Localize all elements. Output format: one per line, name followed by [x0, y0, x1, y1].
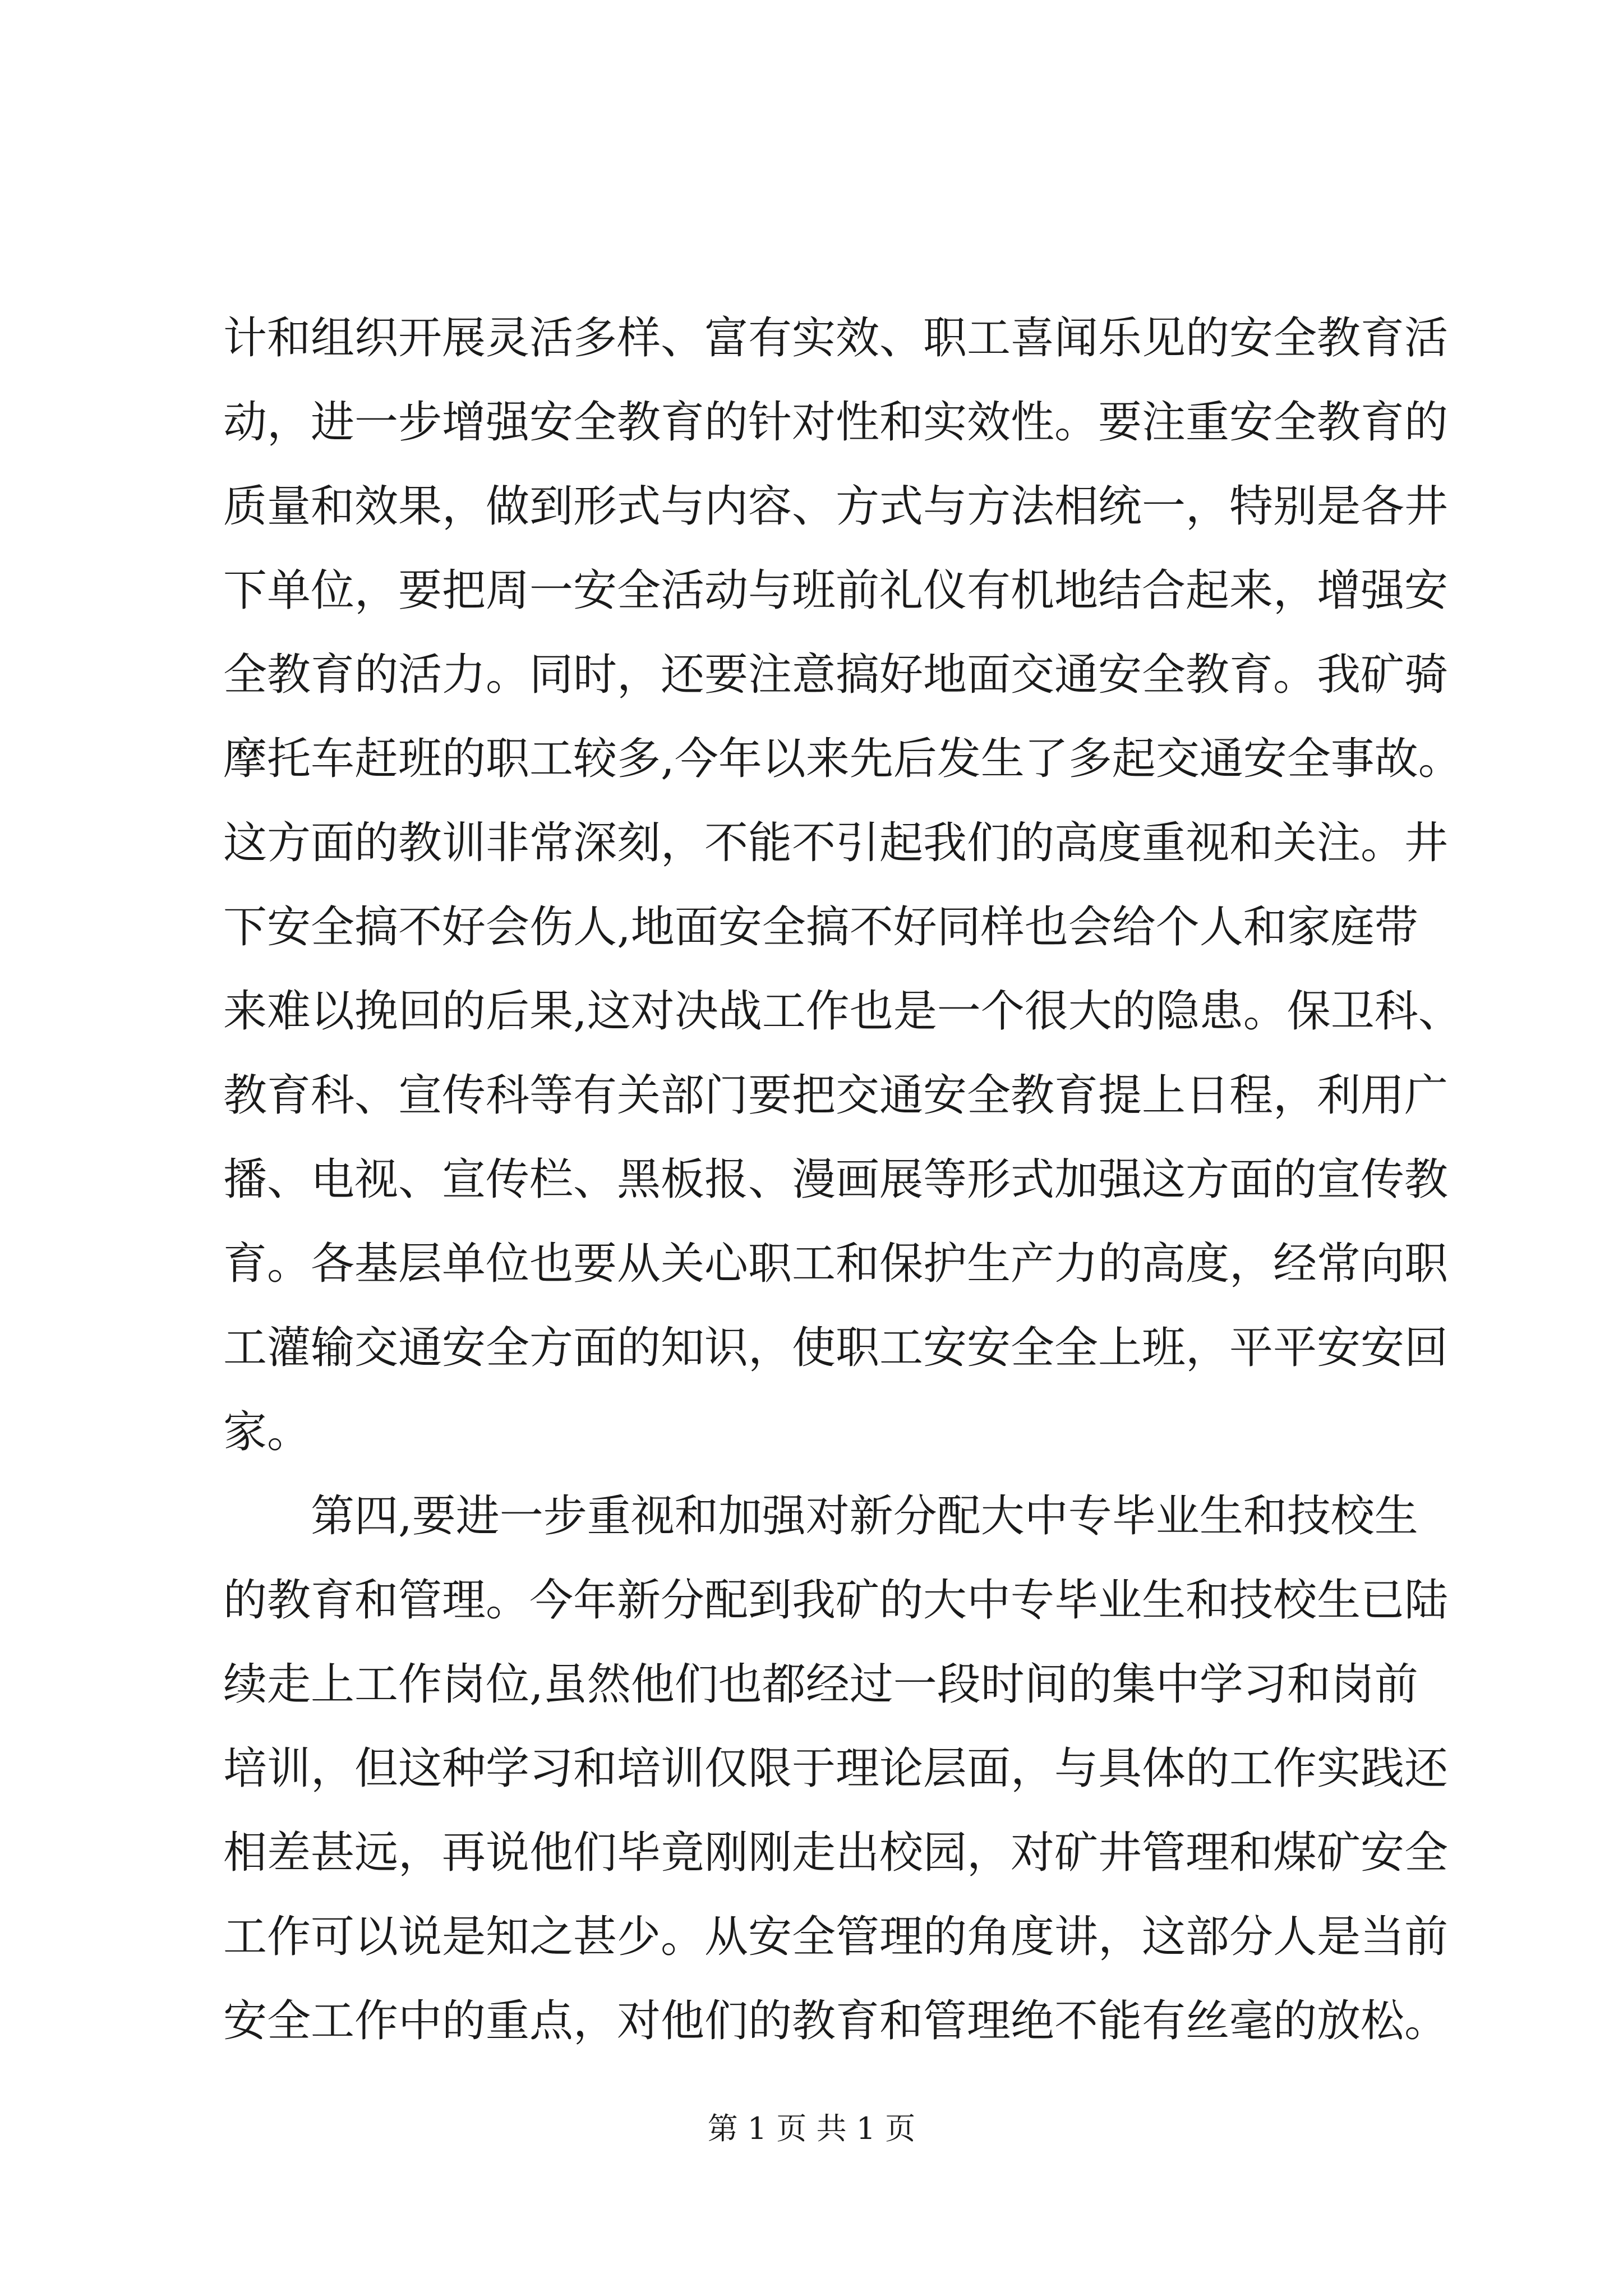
paragraph-2	[223, 1474, 1449, 2063]
text-line: 续走上工作岗位,虽然他们也都经过一段时间的集中学习和岗前	[223, 1659, 1418, 1710]
text-line: 的教育和管理。今年新分配到我矿的大中专毕业生和技校生已陆	[223, 1575, 1449, 1626]
text-line: 来难以挽回的后果,这对决战工作也是一个很大的隐患。保卫科、	[223, 986, 1462, 1037]
text-line: 家。	[223, 1407, 311, 1457]
text-line: 教育科、宣传科等有关部门要把交通安全教育提上日程，利用广	[223, 1070, 1449, 1121]
text-line: 工灌输交通安全方面的知识，使职工安安全全上班，平平安安回	[223, 1323, 1449, 1373]
document-body	[223, 296, 1462, 2063]
text-line: 全教育的活力。同时，还要注意搞好地面交通安全教育。我矿骑	[223, 650, 1449, 700]
text-line: 播、电视、宣传栏、黑板报、漫画展等形式加强这方面的宣传教	[223, 1154, 1449, 1205]
text-line: 这方面的教训非常深刻，不能不引起我们的高度重视和关注。井	[223, 818, 1449, 868]
text-line: 育。各基层单位也要从关心职工和保护生产力的高度，经常向职	[223, 1239, 1449, 1289]
page-footer: 第 1 页 共 1 页	[707, 2111, 916, 2146]
text-line: 下安全搞不好会伤人,地面安全搞不好同样也会给个人和家庭带	[223, 902, 1418, 953]
text-line: 安全工作中的重点，对他们的教育和管理绝不能有丝毫的放松。	[223, 1996, 1449, 2046]
text-line: 培训，但这种学习和培训仅限于理论层面，与具体的工作实践还	[223, 1743, 1449, 1794]
text-line: 第四,要进一步重视和加强对新分配大中专毕业生和技校生	[311, 1491, 1418, 1542]
text-line: 动，进一步增强安全教育的针对性和实效性。要注重安全教育的	[223, 397, 1449, 448]
paragraph-1	[223, 296, 1462, 1474]
text-line: 计和组织开展灵活多样、富有实效、职工喜闻乐见的安全教育活	[223, 313, 1449, 364]
text-line: 工作可以说是知之甚少。从安全管理的角度讲，这部分人是当前	[223, 1912, 1449, 1962]
text-line: 下单位，要把周一安全活动与班前礼仪有机地结合起来，增强安	[223, 565, 1449, 616]
text-line: 质量和效果，做到形式与内容、方式与方法相统一，特别是各井	[223, 481, 1449, 532]
text-line: 摩托车赶班的职工较多,今年以来先后发生了多起交通安全事故。	[223, 734, 1462, 784]
text-line: 相差甚远，再说他们毕竟刚刚走出校园，对矿井管理和煤矿安全	[223, 1828, 1449, 1878]
